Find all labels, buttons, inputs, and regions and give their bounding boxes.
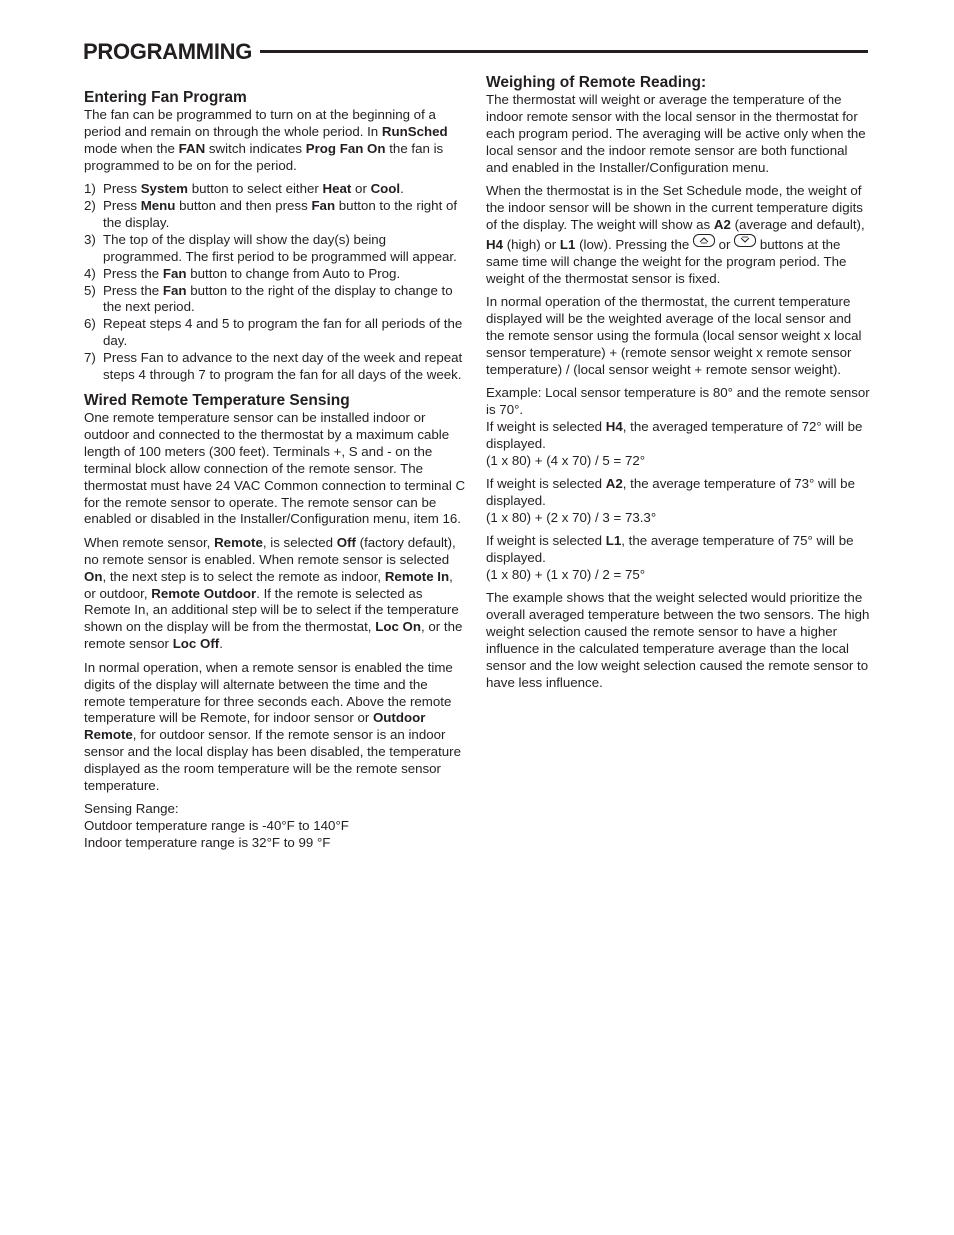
fan-step-4: 4) Press the Fan button to change from Auto to Prog. [84, 265, 401, 281]
fan-step-7: 7) Press Fan to advance to the next day of the week and repeat steps 4 through 7 to program the fan for all days of the week. [84, 350, 463, 383]
page-header [83, 38, 868, 68]
remote-sensing-p3: In normal operation, when a remote sensor is enabled the time digits of the display will alternate between the time and the remote temperature for three seconds each. Above the remote temperature will be Remote, for indoor sensor or Outdoor Remote, for outdoor sensor. If the remote sensor is an indoor sensor and the local display has been disabled, the temperature displayed as the room temperature will be the remote sensor temperature. [84, 659, 461, 794]
down-arrow-button-icon [734, 234, 756, 247]
fan-program-intro: The fan can be programmed to turn on at the beginning of a period and remain on through the whole period. In RunSched mode when the FAN switch indicates Prog Fan On the fan is programmed to be on for the period. [84, 107, 448, 173]
fan-step-3: 3) The top of the display will show the day(s) being programmed. The first period to be programmed will appear. [84, 231, 457, 264]
fan-program-steps [84, 181, 468, 384]
remote-sensing-heading: Wired Remote Temperature Sensing [84, 392, 350, 409]
header-rule [260, 50, 868, 53]
page-title: PROGRAMMING [83, 39, 253, 64]
weighing-conclusion: The example shows that the weight selected would prioritize the overall averaged temperature between the two sensors. The high weight selection caused the remote sensor to have a higher influence in the calculated temperature average than the local sensor and the low weight selection caused the remote sensor to have less influence. [486, 590, 870, 690]
weighing-p2: When the thermostat is in the Set Schedule mode, the weight of the indoor sensor will be shown in the current temperature digits of the display. The weight will show as A2 (average and default), H4 (high) or L1 (low). Pressing the or buttons at the same time will change the weight for the program period. The weight of the thermostat sensor is fixed. [486, 183, 865, 286]
remote-sensing-p1: One remote temperature sensor can be installed indoor or outdoor and connected to the thermostat by a maximum cable length of 100 meters (300 feet). Terminals +, S and - on the terminal block allow connection of the remote sensor. The thermostat must have 24 VAC Common connection to terminal C for the remote sensor to operate. The remote sensor can be enabled or disabled in the Installer/Configuration menu, item 16. [84, 410, 466, 527]
weighing-p1: The thermostat will weight or average the temperature of the indoor remote sensor with the local sensor in the thermostat for each program period. The averaging will be active only when the local sensor and the indoor remote sensor are both functional and enabled in the Installer/Configuration menu. [486, 92, 866, 175]
weighing-heading: Weighing of Remote Reading: [486, 74, 707, 91]
fan-step-2: 2) Press Menu button and then press Fan button to the right of the display. [84, 198, 458, 230]
fan-step-5: 5) Press the Fan button to the right of the display to change to the next period. [84, 282, 453, 315]
sensing-range: Sensing Range: Outdoor temperature range is -40°F to 140°F Indoor temperature range is 32°F to 99 °F [84, 801, 349, 851]
up-arrow-button-icon [693, 234, 715, 247]
example-a2: If weight is selected A2, the average temperature of 73° will be displayed. (1 x 80) + (2 x 70) / 3 = 73.3° [486, 476, 855, 525]
remote-sensing-p2: When remote sensor, Remote, is selected Off (factory default), no remote sensor is enabled. When remote sensor is selected On, the next step is to select the remote as indoor, Remote In, or outdoor, Remote Outdoor. If the remote is selected as Remote In, an additional step will be to select if the temperature shown on the display will be from the thermostat, Loc On, or the remote sensor Loc Off. [84, 534, 463, 652]
fan-step-1: 1) Press System button to select either Heat or Cool. [84, 181, 404, 197]
example-l1: If weight is selected L1, the average temperature of 75° will be displayed. (1 x 80) + (1 x 70) / 2 = 75° [486, 533, 854, 583]
right-column [486, 74, 871, 698]
example-h4: Example: Local sensor temperature is 80° and the remote sensor is 70°. If weight is selected H4, the averaged temperature of 72° will be displayed. (1 x 80) + (4 x 70) / 5 = 72° [486, 385, 870, 468]
fan-program-heading: Entering Fan Program [84, 89, 247, 106]
weighing-p3: In normal operation of the thermostat, the current temperature displayed will be the weighted average of the local sensor and the remote sensor using the formula (local sensor weight x local sensor temperature) + (remote sensor weight x remote sensor temperature) / (local sensor weight + remote sensor weight). [486, 293, 862, 377]
left-column [84, 89, 468, 859]
fan-step-6: 6) Repeat steps 4 and 5 to program the fan for all periods of the day. [84, 316, 463, 349]
